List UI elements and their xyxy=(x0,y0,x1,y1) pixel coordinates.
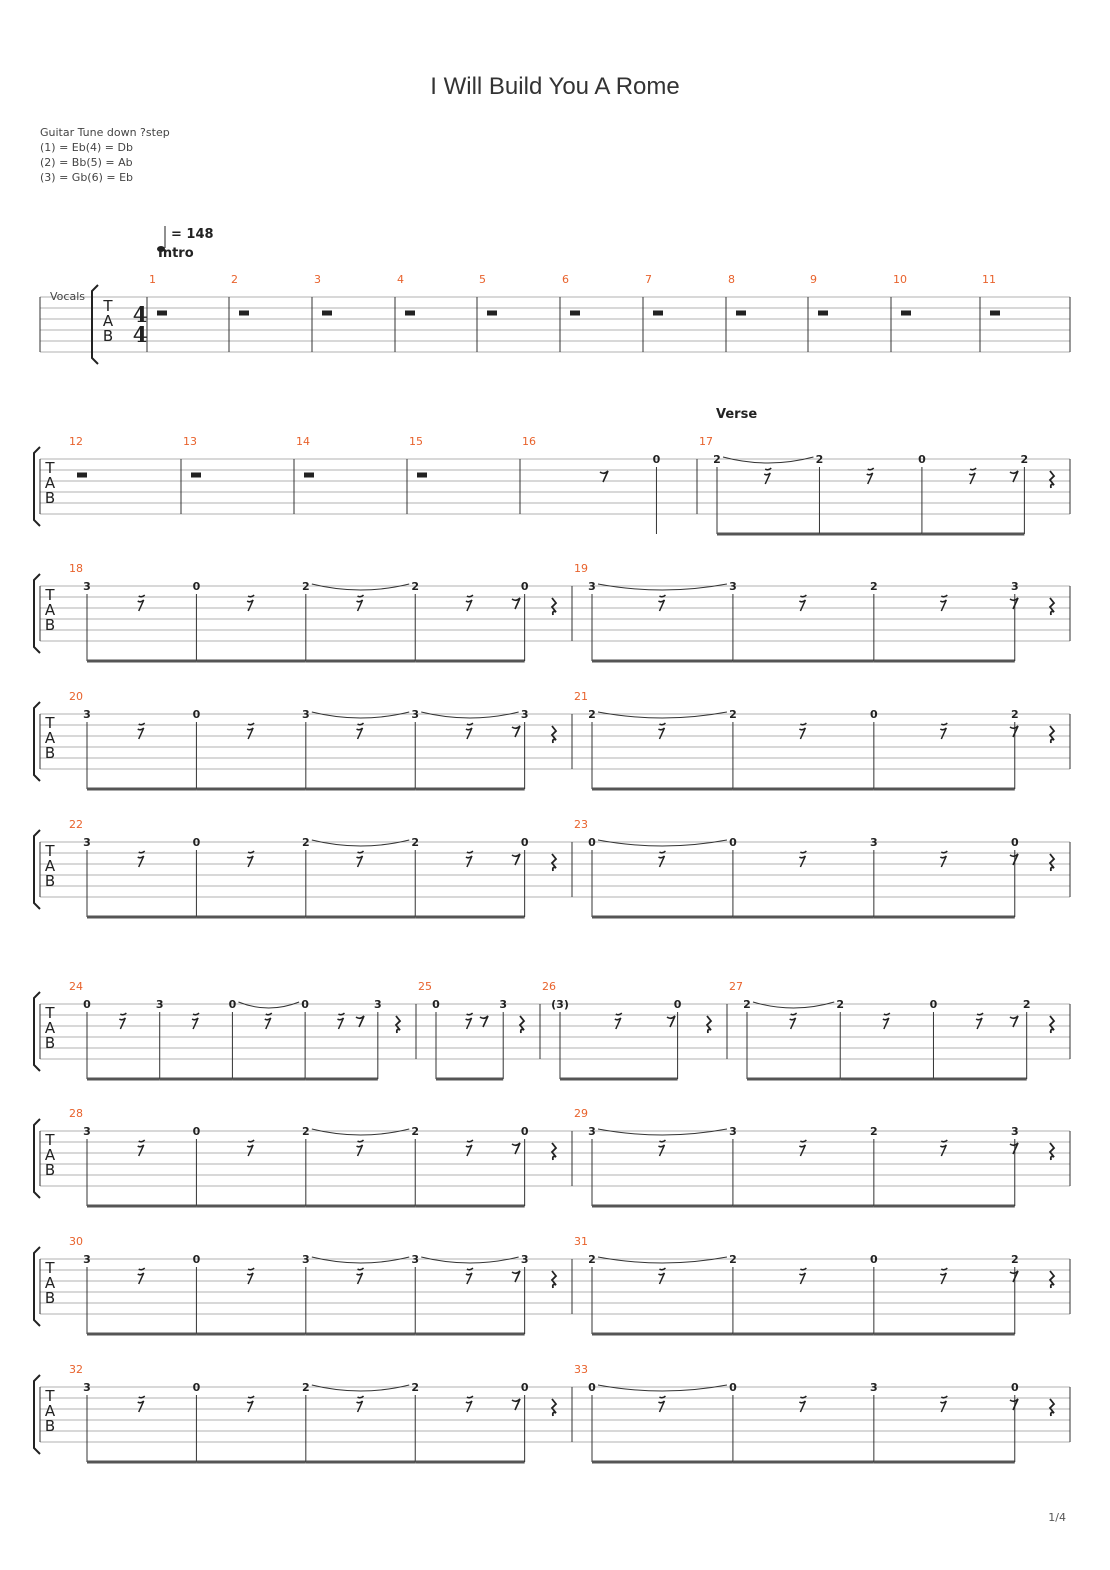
fret-number: 2 xyxy=(870,1125,878,1138)
system-bracket xyxy=(34,992,40,1071)
fret-number: 2 xyxy=(301,1125,310,1138)
fret-number: 0 xyxy=(870,708,878,721)
tab-clef-letter: B xyxy=(44,1034,56,1052)
fret-number: 3 xyxy=(411,1253,420,1266)
tab-clef-letter: T xyxy=(45,1387,55,1405)
fret-number: 2 xyxy=(301,1381,310,1394)
measure-number: 3 xyxy=(314,273,321,286)
measure-number: 20 xyxy=(69,690,83,703)
fret-number: 2 xyxy=(1022,998,1031,1011)
tab-clef-letter: B xyxy=(44,1289,56,1307)
eighth-rest xyxy=(600,471,608,482)
quarter-rest xyxy=(1050,1271,1054,1288)
fret-number: 0 xyxy=(588,1381,596,1394)
measure-number: 27 xyxy=(729,980,743,993)
sixteenth-rest xyxy=(658,851,665,867)
fret-number: 2 xyxy=(1010,708,1019,721)
quarter-rest xyxy=(707,1016,711,1033)
eighth-rest xyxy=(512,1399,520,1410)
tab-clef-letter: T xyxy=(45,1004,55,1022)
eighth-rest xyxy=(1010,854,1018,865)
tie-arc xyxy=(598,840,727,846)
instrument-name: Vocals xyxy=(50,290,85,303)
fret-number: 2 xyxy=(713,453,721,466)
tab-system xyxy=(34,447,1070,526)
quarter-rest xyxy=(1050,1143,1054,1160)
tab-clef-letter: A xyxy=(44,1274,56,1292)
sixteenth-rest xyxy=(337,1013,344,1029)
sixteenth-rest xyxy=(940,595,947,611)
tab-clef-letter: A xyxy=(44,729,56,747)
sixteenth-rest xyxy=(466,723,473,739)
sixteenth-rest xyxy=(247,723,254,739)
fret-number: 2 xyxy=(743,998,751,1011)
sixteenth-rest xyxy=(138,851,145,867)
fret-number: 2 xyxy=(1010,1253,1019,1266)
fret-number: 0 xyxy=(918,453,926,466)
tab-clef-letter: A xyxy=(44,1402,56,1420)
quarter-rest xyxy=(396,1016,400,1033)
half-rest xyxy=(239,311,249,316)
fret-number: 2 xyxy=(588,708,596,721)
measure-number: 15 xyxy=(409,435,423,448)
fret-number: 2 xyxy=(588,1253,596,1266)
measure-number: 26 xyxy=(542,980,556,993)
fret-number: (3) xyxy=(551,998,569,1011)
half-rest xyxy=(818,311,828,316)
fret-number: 2 xyxy=(411,1381,420,1394)
measure-number: 16 xyxy=(522,435,536,448)
tab-clef-letter: B xyxy=(44,616,56,634)
measure-number: 17 xyxy=(699,435,713,448)
quarter-rest xyxy=(552,1143,556,1160)
section-label: Intro xyxy=(158,246,194,261)
measure-number: 6 xyxy=(562,273,569,286)
measure-number: 21 xyxy=(574,690,588,703)
tie-arc xyxy=(598,1129,727,1135)
measure-number: 29 xyxy=(574,1107,588,1120)
tab-clef-letter: T xyxy=(45,1259,55,1277)
half-rest xyxy=(157,311,167,316)
tab-clef-letter: T xyxy=(45,714,55,732)
measure-number: 2 xyxy=(231,273,238,286)
half-rest xyxy=(191,473,201,478)
eighth-rest xyxy=(512,854,520,865)
sixteenth-rest xyxy=(883,1013,890,1029)
tie-arc xyxy=(598,1385,727,1391)
fret-number: 3 xyxy=(155,998,164,1011)
measure-number: 14 xyxy=(296,435,310,448)
fret-number: 0 xyxy=(652,453,661,466)
measure-number: 9 xyxy=(810,273,817,286)
tie-arc xyxy=(312,1257,409,1263)
fret-number: 3 xyxy=(520,708,529,721)
quarter-rest xyxy=(552,1271,556,1288)
quarter-rest xyxy=(552,854,556,871)
fret-number: 3 xyxy=(83,1381,91,1394)
fret-number: 3 xyxy=(411,708,420,721)
tie-arc xyxy=(598,584,727,590)
fret-number: 0 xyxy=(588,836,596,849)
quarter-rest xyxy=(552,1399,556,1416)
quarter-rest xyxy=(1050,726,1054,743)
fret-number: 0 xyxy=(192,708,201,721)
fret-number: 2 xyxy=(411,580,420,593)
quarter-rest xyxy=(552,726,556,743)
measure-number: 22 xyxy=(69,818,83,831)
sixteenth-rest xyxy=(940,723,947,739)
sixteenth-rest xyxy=(357,723,364,739)
system-bracket xyxy=(34,702,40,781)
fret-number: 2 xyxy=(836,998,845,1011)
fret-number: 0 xyxy=(1010,836,1019,849)
eighth-rest xyxy=(1010,1016,1018,1027)
fret-number: 0 xyxy=(870,1253,878,1266)
fret-number: 0 xyxy=(729,836,737,849)
sixteenth-rest xyxy=(247,851,254,867)
tie-arc xyxy=(753,1002,834,1008)
fret-number: 3 xyxy=(83,708,91,721)
fret-number: 3 xyxy=(83,1253,91,1266)
sixteenth-rest xyxy=(265,1013,272,1029)
sixteenth-rest xyxy=(940,851,947,867)
tab-clef-letter: A xyxy=(102,312,114,330)
half-rest xyxy=(304,473,314,478)
measure-number: 7 xyxy=(645,273,652,286)
fret-number: 2 xyxy=(729,708,737,721)
fret-number: 2 xyxy=(411,836,420,849)
measure-number: 30 xyxy=(69,1235,83,1248)
sixteenth-rest xyxy=(799,723,806,739)
sixteenth-rest xyxy=(357,595,364,611)
measure-number: 12 xyxy=(69,435,83,448)
fret-number: 2 xyxy=(301,836,310,849)
eighth-rest xyxy=(1010,598,1018,609)
sixteenth-rest xyxy=(247,595,254,611)
tab-clef-letter: B xyxy=(44,1161,56,1179)
quarter-rest xyxy=(1050,598,1054,615)
sixteenth-rest xyxy=(138,723,145,739)
fret-number: 0 xyxy=(432,998,440,1011)
page-number: 1/4 xyxy=(1048,1511,1066,1524)
fret-number: 0 xyxy=(192,580,201,593)
tab-clef-letter: T xyxy=(45,842,55,860)
tuning-line: (1) = Eb(4) = Db xyxy=(40,141,133,154)
measure-number: 11 xyxy=(982,273,996,286)
fret-number: 2 xyxy=(411,1125,420,1138)
fret-number: 0 xyxy=(520,1125,529,1138)
system-bracket xyxy=(34,574,40,653)
sixteenth-rest xyxy=(119,1013,126,1029)
half-rest xyxy=(487,311,497,316)
section-label: Verse xyxy=(716,407,758,422)
fret-number: 0 xyxy=(520,836,529,849)
fret-number: 0 xyxy=(301,998,309,1011)
tuning-heading: Guitar Tune down ?step xyxy=(40,126,170,139)
fret-number: 3 xyxy=(729,580,737,593)
measure-number: 32 xyxy=(69,1363,83,1376)
half-rest xyxy=(990,311,1000,316)
tie-arc xyxy=(312,584,409,590)
fret-number: 3 xyxy=(83,836,91,849)
fret-number: 2 xyxy=(815,453,824,466)
sixteenth-rest xyxy=(466,851,473,867)
fret-number: 3 xyxy=(588,580,596,593)
measure-number: 24 xyxy=(69,980,83,993)
tab-clef-letter: T xyxy=(103,297,113,315)
sixteenth-rest xyxy=(466,595,473,611)
fret-number: 2 xyxy=(301,580,310,593)
half-rest xyxy=(322,311,332,316)
fret-number: 3 xyxy=(520,1253,529,1266)
fret-number: 3 xyxy=(301,1253,310,1266)
sixteenth-rest xyxy=(658,723,665,739)
fret-number: 3 xyxy=(870,836,878,849)
tab-clef-letter: A xyxy=(44,1146,56,1164)
fret-number: 3 xyxy=(499,998,508,1011)
half-rest xyxy=(570,311,580,316)
tuning-line: (2) = Bb(5) = Ab xyxy=(40,156,133,169)
fret-number: 0 xyxy=(228,998,237,1011)
fret-number: 0 xyxy=(729,1381,737,1394)
eighth-rest xyxy=(512,598,520,609)
sixteenth-rest xyxy=(466,1013,473,1029)
sixteenth-rest xyxy=(790,1013,797,1029)
half-rest xyxy=(77,473,87,478)
quarter-rest xyxy=(1050,1399,1054,1416)
measure-number: 18 xyxy=(69,562,83,575)
sixteenth-rest xyxy=(615,1013,622,1029)
eighth-rest xyxy=(356,1016,364,1027)
fret-number: 3 xyxy=(588,1125,596,1138)
fret-number: 2 xyxy=(870,580,878,593)
measure-number: 23 xyxy=(574,818,588,831)
eighth-rest xyxy=(1010,471,1018,482)
quarter-rest xyxy=(552,598,556,615)
tab-clef-letter: A xyxy=(44,857,56,875)
eighth-rest xyxy=(512,1143,520,1154)
tab-clef-letter: B xyxy=(102,327,114,345)
fret-number: 0 xyxy=(520,1381,529,1394)
sixteenth-rest xyxy=(357,851,364,867)
tuning-line: (3) = Gb(6) = Eb xyxy=(40,171,134,184)
fret-number: 3 xyxy=(1010,1125,1019,1138)
fret-number: 0 xyxy=(192,1125,201,1138)
fret-number: 3 xyxy=(83,580,91,593)
tie-arc xyxy=(238,1002,299,1008)
fret-number: 0 xyxy=(192,1253,201,1266)
fret-number: 3 xyxy=(729,1125,737,1138)
fret-number: 3 xyxy=(1010,580,1019,593)
tie-arc xyxy=(312,1385,409,1391)
time-signature-bottom: 4 xyxy=(132,322,148,347)
tab-clef-letter: B xyxy=(44,489,56,507)
tie-arc xyxy=(598,712,727,718)
tab-clef-letter: B xyxy=(44,872,56,890)
half-rest xyxy=(417,473,427,478)
fret-number: 0 xyxy=(929,998,938,1011)
quarter-rest xyxy=(1050,1016,1054,1033)
fret-number: 0 xyxy=(520,580,529,593)
fret-number: 0 xyxy=(192,836,201,849)
measure-number: 28 xyxy=(69,1107,83,1120)
measure-number: 1 xyxy=(149,273,156,286)
tie-arc xyxy=(421,1257,518,1263)
tie-arc xyxy=(312,712,409,718)
sixteenth-rest xyxy=(799,851,806,867)
measure-number: 8 xyxy=(728,273,735,286)
sixteenth-rest xyxy=(138,595,145,611)
system-bracket xyxy=(34,830,40,909)
half-rest xyxy=(736,311,746,316)
system-bracket xyxy=(34,447,40,526)
system-bracket xyxy=(34,1247,40,1326)
tab-clef-letter: B xyxy=(44,1417,56,1435)
half-rest xyxy=(405,311,415,316)
measure-number: 10 xyxy=(893,273,907,286)
eighth-rest xyxy=(1010,1399,1018,1410)
sixteenth-rest xyxy=(658,595,665,611)
eighth-rest xyxy=(667,1016,675,1027)
quarter-rest xyxy=(1050,471,1054,488)
tab-clef-letter: A xyxy=(44,474,56,492)
eighth-rest xyxy=(1010,726,1018,737)
tab-clef-letter: T xyxy=(45,459,55,477)
tie-arc xyxy=(312,1129,409,1135)
measure-number: 33 xyxy=(574,1363,588,1376)
eighth-rest xyxy=(512,726,520,737)
tab-clef-letter: B xyxy=(44,744,56,762)
sixteenth-rest xyxy=(799,595,806,611)
time-signature-top: 4 xyxy=(132,302,148,327)
tempo-marking: = 148 xyxy=(171,227,214,242)
tie-arc xyxy=(312,840,409,846)
sixteenth-rest xyxy=(976,1013,983,1029)
eighth-rest xyxy=(480,1016,488,1027)
fret-number: 2 xyxy=(729,1253,737,1266)
system-bracket xyxy=(34,1119,40,1198)
fret-number: 0 xyxy=(192,1381,201,1394)
fret-number: 0 xyxy=(1010,1381,1019,1394)
eighth-rest xyxy=(512,1271,520,1282)
measure-number: 19 xyxy=(574,562,588,575)
tab-clef-letter: T xyxy=(45,586,55,604)
eighth-rest xyxy=(1010,1143,1018,1154)
fret-number: 3 xyxy=(373,998,382,1011)
measure-number: 4 xyxy=(397,273,404,286)
half-rest xyxy=(653,311,663,316)
fret-number: 3 xyxy=(83,1125,91,1138)
tab-system xyxy=(40,285,1070,364)
fret-number: 3 xyxy=(301,708,310,721)
measure-number: 13 xyxy=(183,435,197,448)
tie-arc xyxy=(598,1257,727,1263)
tab-clef-letter: T xyxy=(45,1131,55,1149)
measure-number: 25 xyxy=(418,980,432,993)
fret-number: 0 xyxy=(673,998,682,1011)
tab-clef-letter: A xyxy=(44,601,56,619)
quarter-rest xyxy=(1050,854,1054,871)
fret-number: 0 xyxy=(83,998,91,1011)
eighth-rest xyxy=(1010,1271,1018,1282)
tie-arc xyxy=(421,712,518,718)
fret-number: 2 xyxy=(1020,453,1029,466)
tab-clef-letter: A xyxy=(44,1019,56,1037)
measure-number: 5 xyxy=(479,273,486,286)
tie-arc xyxy=(723,457,813,463)
sixteenth-rest xyxy=(192,1013,199,1029)
system-bracket xyxy=(34,1375,40,1454)
half-rest xyxy=(901,311,911,316)
quarter-rest xyxy=(520,1016,524,1033)
measure-number: 31 xyxy=(574,1235,588,1248)
fret-number: 3 xyxy=(870,1381,878,1394)
song-title: I Will Build You A Rome xyxy=(430,73,680,100)
